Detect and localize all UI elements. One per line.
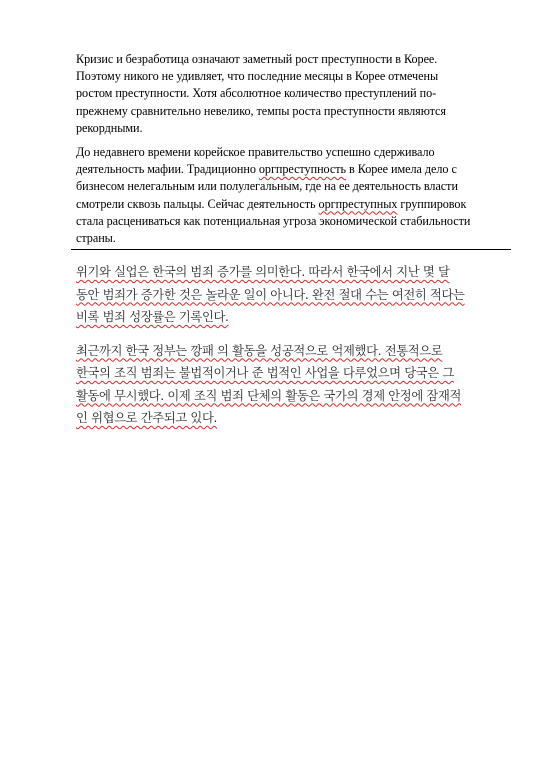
text-line: Кризис и безработица означают заметный рост преступности в Корее.: [76, 52, 438, 66]
text-line: 인 위협으로 간주되고 있다.: [76, 411, 218, 425]
misspelled-word[interactable]: оргпреступных: [318, 196, 398, 211]
text-run: деятельность мафии. Традиционно: [76, 162, 259, 177]
text-line: [76, 230, 510, 247]
text-line: Поэтому никого не удивляет, что последние месяцы в Корее отмечены: [76, 69, 439, 84]
text-line: 비록 범죄 성장률은 기록인다.: [76, 310, 229, 324]
text-run: группировок: [397, 196, 467, 211]
text-line: 최근까지 한국 정부는 깡패 의 활동을 성공적으로 억제했다. 전통적으로: [76, 343, 443, 358]
korean-paragraph-1[interactable]: [76, 261, 516, 329]
text-line: 위기와 실업은 한국의 범죄 증가를 의미한다. 따라서 한국에서 지난 몇 달: [76, 265, 450, 279]
korean-paragraph-2[interactable]: [76, 340, 516, 430]
text-line: [76, 213, 510, 230]
text-run: бизнесом нелегальным или полулегальным, где на ее деятельность власти: [76, 179, 458, 194]
text-run: страны.: [76, 231, 116, 246]
text-line: ростом преступности. Хотя абсолютное количество преступлений по-: [76, 86, 437, 101]
text-line: [76, 196, 510, 213]
text-line: [76, 144, 510, 161]
text-run: смотрели сквозь пальцы. Сейчас деятельность: [76, 196, 319, 211]
text-line: прежнему сравнительно невелико, темпы роста преступности являются: [76, 103, 446, 118]
section-divider: [71, 249, 511, 250]
text-line: 활동에 무시했다. 이제 조직 범죄 단체의 활동은 국가의 경제 안정에 잠재적: [76, 388, 462, 403]
korean-text-block: [76, 261, 516, 430]
russian-paragraph-2[interactable]: [76, 144, 510, 247]
text-run: До недавнего времени корейское правительство успешно сдерживало: [76, 145, 435, 160]
russian-paragraph-1[interactable]: [76, 51, 510, 137]
text-run: в Корее имела дело с: [346, 162, 457, 177]
text-line: [76, 161, 510, 178]
text-run: стала расцениваться как потенциальная угроза экономической стабильности: [76, 213, 471, 228]
text-line: 동안 범죄가 증가한 것은 놀라운 일이 아니다. 완전 절대 수는 여전히 적다는: [76, 287, 465, 302]
russian-text-block: [76, 51, 510, 247]
text-line: 한국의 조직 범죄는 불법적이거나 준 법적인 사업을 다루었으며 당국은 그: [76, 366, 454, 380]
text-line: рекордными.: [76, 120, 143, 135]
misspelled-word[interactable]: оргпреступность: [258, 162, 347, 177]
text-line: [76, 178, 510, 195]
